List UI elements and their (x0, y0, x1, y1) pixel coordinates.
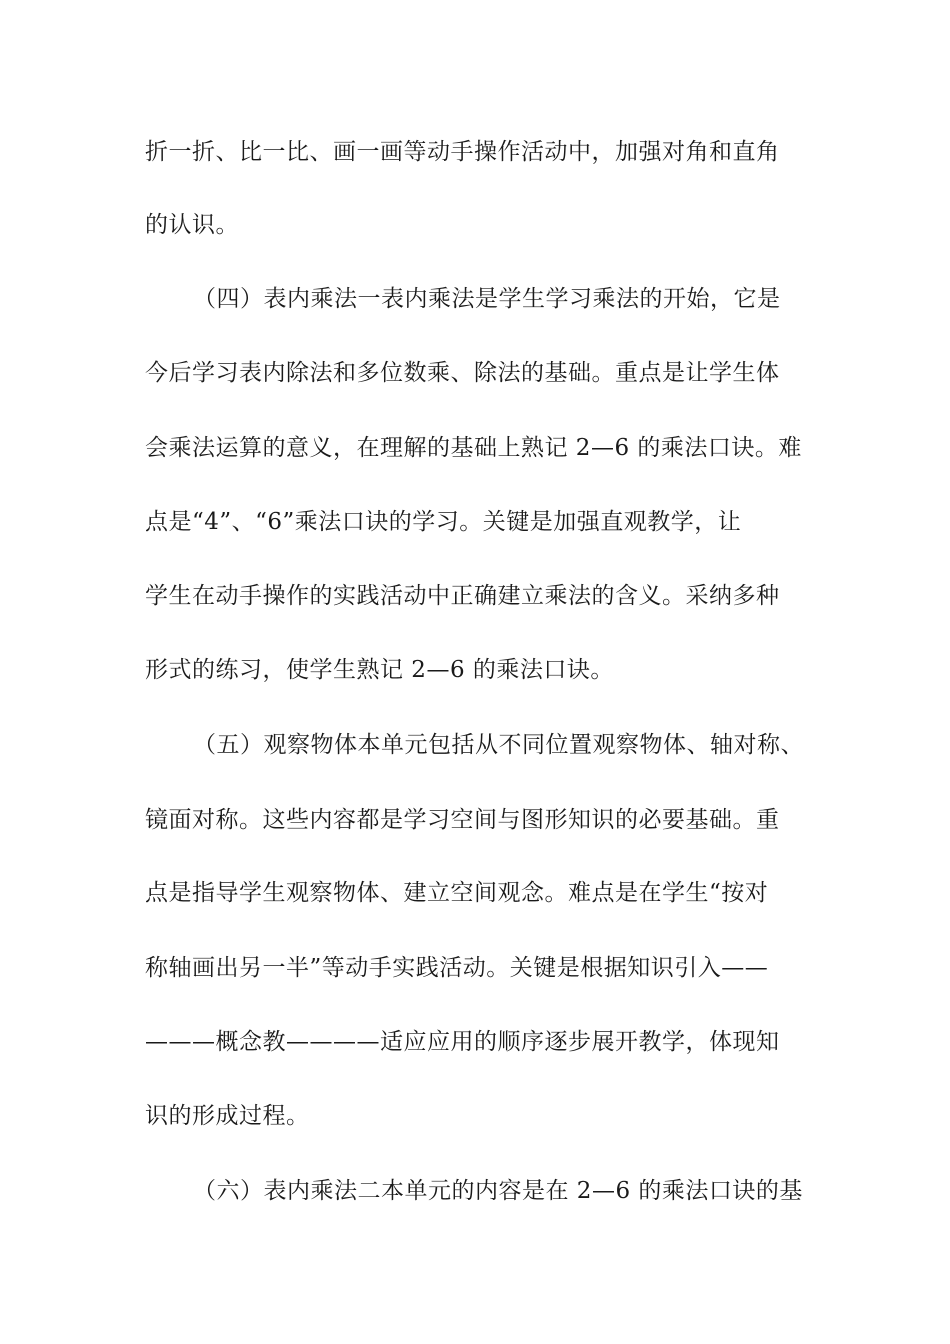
text-line: 的认识。 (145, 212, 239, 238)
text-line: 点是“4”、“6”乘法口诀的学习。关键是加强直观教学，让 (145, 509, 742, 535)
text-line: 学生在动手操作的实践活动中正确建立乘法的含义。采纳多种 (145, 583, 780, 609)
text-line: 镜面对称。这些内容都是学习空间与图形知识的必要基础。重 (145, 807, 780, 833)
paragraph-start-line: （五）观察物体本单元包括从不同位置观察物体、轴对称、 (193, 732, 804, 758)
text-line: 称轴画出另一半”等动手实践活动。关键是根据知识引入—— (145, 955, 769, 981)
text-line: 形式的练习，使学生熟记 2—6 的乘法口诀。 (145, 657, 614, 683)
text-line: 点是指导学生观察物体、建立空间观念。难点是在学生“按对 (145, 880, 769, 906)
paragraph-start-line: （四）表内乘法一表内乘法是学生学习乘法的开始，它是 (193, 286, 781, 312)
text-line: ———概念教————适应应用的顺序逐步展开教学，体现知 (145, 1029, 780, 1055)
text-line: 会乘法运算的意义，在理解的基础上熟记 2—6 的乘法口诀。难 (145, 435, 802, 461)
paragraph-start-line: （六）表内乘法二本单元的内容是在 2—6 的乘法口诀的基 (193, 1178, 803, 1204)
text-line: 今后学习表内除法和多位数乘、除法的基础。重点是让学生体 (145, 360, 780, 386)
text-line: 折一折、比一比、画一画等动手操作活动中，加强对角和直角 (145, 139, 780, 165)
text-line: 识的形成过程。 (145, 1103, 310, 1129)
